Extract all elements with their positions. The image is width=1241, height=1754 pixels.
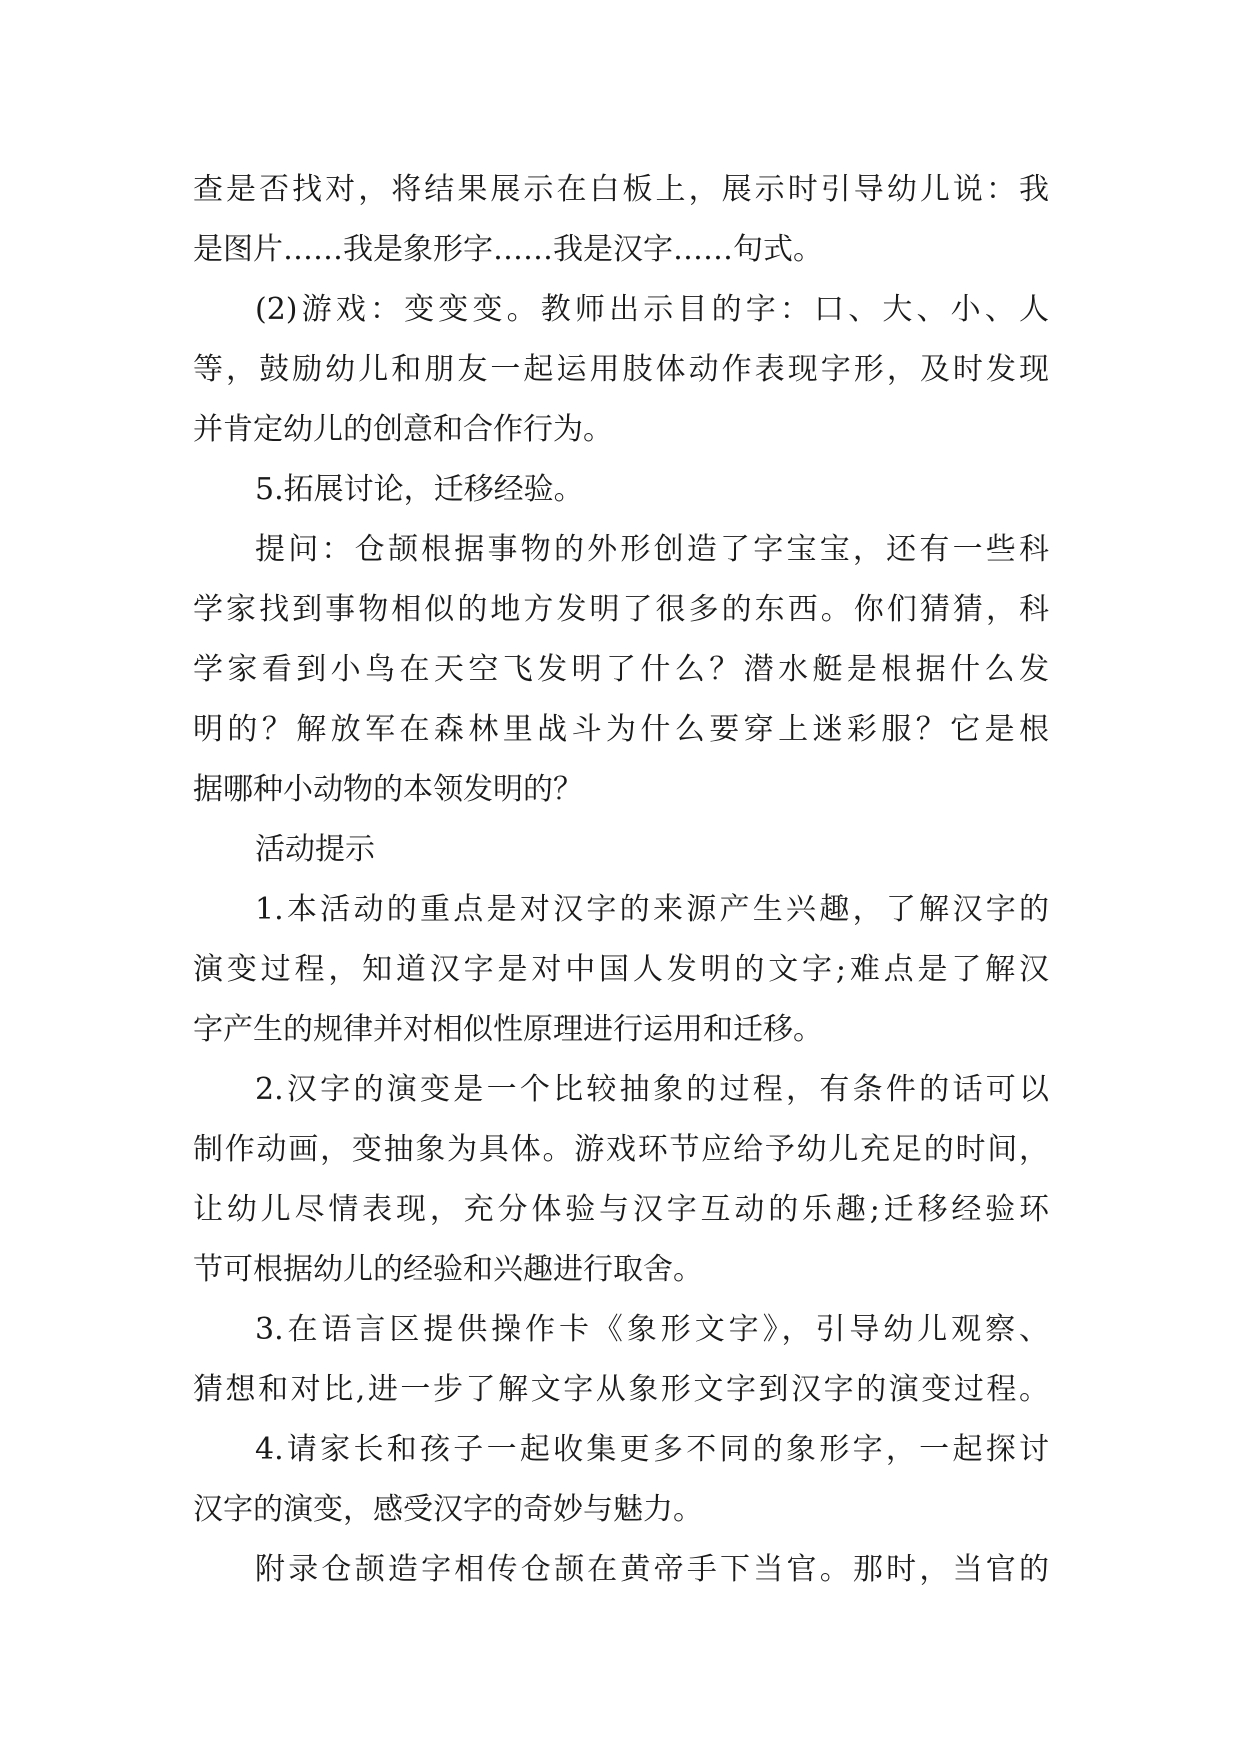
text-line: 学家看到小鸟在天空飞发明了什么？潜水艇是根据什么发 xyxy=(193,652,1049,687)
text-line: 猜想和对比,进一步了解文字从象形文字到汉字的演变过程。 xyxy=(193,1372,1049,1407)
text-line: 汉字的演变，感受汉字的奇妙与魅力。 xyxy=(193,1492,703,1527)
section-heading: 5.拓展讨论，迁移经验。 xyxy=(255,472,584,507)
text-line: 1.本活动的重点是对汉字的来源产生兴趣，了解汉字的 xyxy=(255,892,1049,927)
text-line: 演变过程，知道汉字是对中国人发明的文字;难点是了解汉 xyxy=(193,952,1049,987)
text-line: 字产生的规律并对相似性原理进行运用和迁移。 xyxy=(193,1012,823,1047)
text-line: 附录仓颉造字相传仓颉在黄帝手下当官。那时，当官的 xyxy=(255,1552,1049,1587)
text-line: 是图片……我是象形字……我是汉字……句式。 xyxy=(193,232,823,267)
text-line: 节可根据幼儿的经验和兴趣进行取舍。 xyxy=(193,1252,703,1287)
text-line: 提问：仓颉根据事物的外形创造了字宝宝，还有一些科 xyxy=(255,532,1049,567)
text-line: 学家找到事物相似的地方发明了很多的东西。你们猜猜，科 xyxy=(193,592,1049,627)
section-heading: 活动提示 xyxy=(255,832,375,867)
text-line: 明的？解放军在森林里战斗为什么要穿上迷彩服？它是根 xyxy=(193,712,1049,747)
text-line: 让幼儿尽情表现，充分体验与汉字互动的乐趣;迁移经验环 xyxy=(193,1192,1049,1227)
text-line: 3.在语言区提供操作卡《象形文字》，引导幼儿观察、 xyxy=(255,1312,1049,1347)
text-line: 2.汉字的演变是一个比较抽象的过程，有条件的话可以 xyxy=(255,1072,1049,1107)
text-line: (2)游戏：变变变。教师出示目的字：口、大、小、人 xyxy=(255,292,1049,327)
text-line: 查是否找对，将结果展示在白板上，展示时引导幼儿说：我 xyxy=(193,172,1049,207)
document-page xyxy=(193,160,1049,1600)
text-line: 并肯定幼儿的创意和合作行为。 xyxy=(193,412,613,447)
text-line: 4.请家长和孩子一起收集更多不同的象形字，一起探讨 xyxy=(255,1432,1049,1467)
text-line: 据哪种小动物的本领发明的？ xyxy=(193,772,583,807)
text-line: 制作动画，变抽象为具体。游戏环节应给予幼儿充足的时间， xyxy=(193,1132,1049,1167)
text-line: 等，鼓励幼儿和朋友一起运用肢体动作表现字形，及时发现 xyxy=(193,352,1049,387)
